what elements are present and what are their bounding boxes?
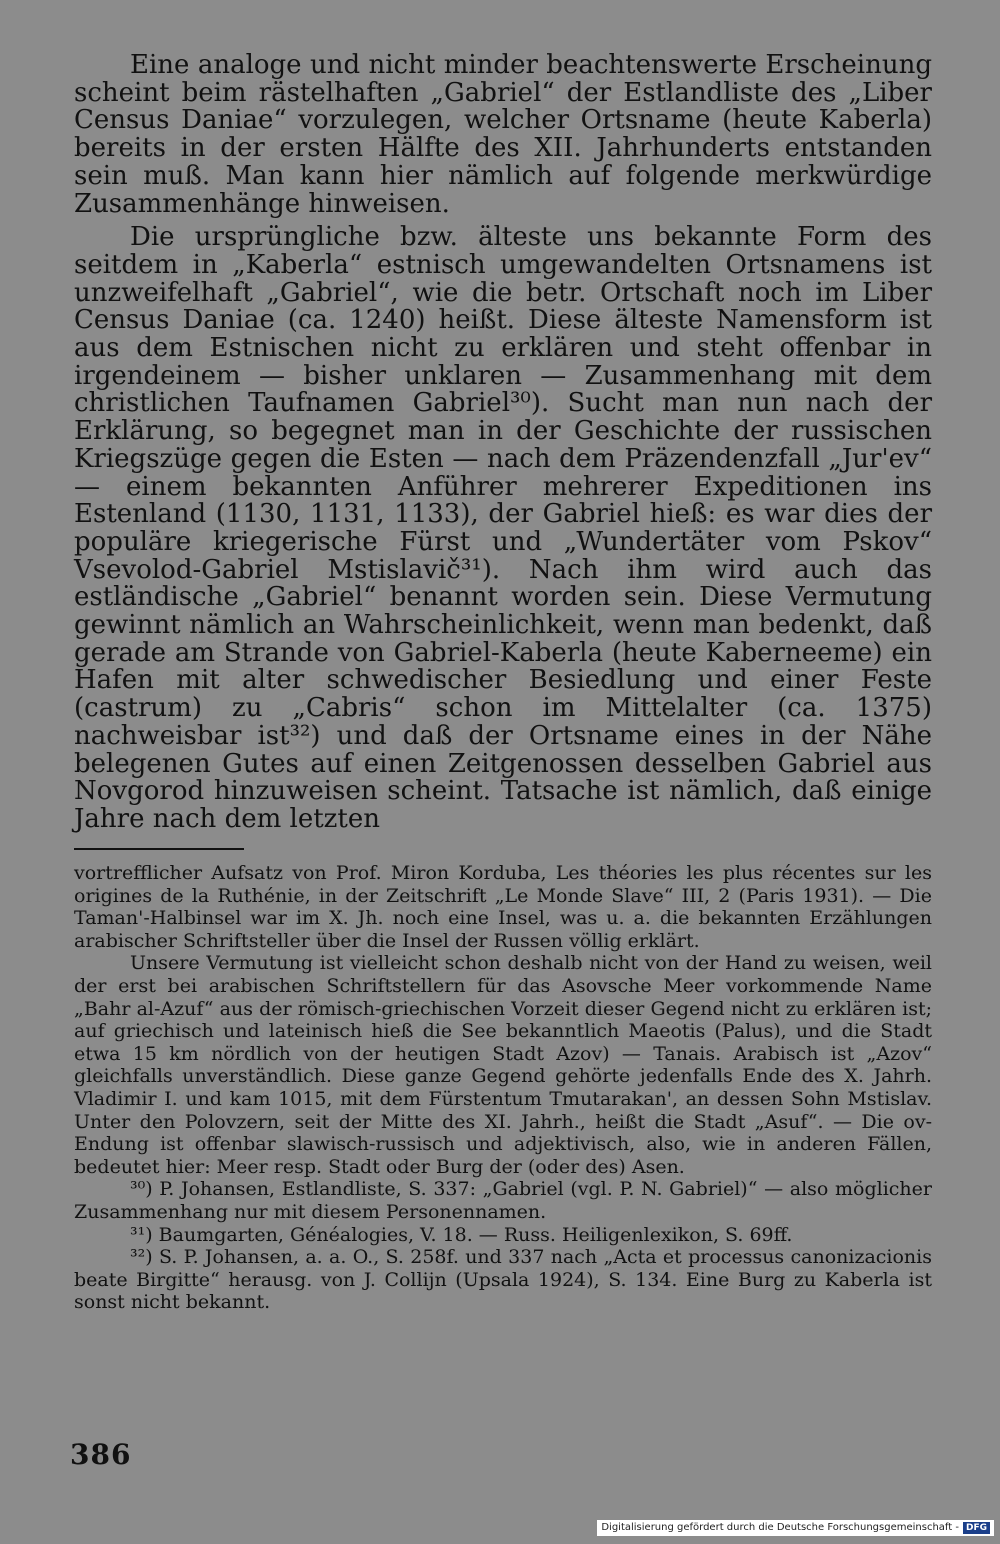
body-paragraph-1: Eine analoge und nicht minder beachtenswerte Erscheinung scheint beim rästelhaften „Gabriel“ der Estlandliste des „Liber Census Daniae“ vorzulegen, welcher Ortsname (heute Kaberla) bereits in der ersten Hälfte des XII. Jahrhunderts entstanden sein muß. Man kann hier nämlich auf folgende merkwürdige Zusammenhänge hinweisen. <box>74 50 932 219</box>
footnote-continuation-1: vortrefflicher Aufsatz von Prof. Miron Korduba, Les théories les plus récentes sur les origines de la Ruthénie, in der Zeitschrift „Le Monde Slave“ III, 2 (Paris 1931). — Die Taman'-Halbinsel war im X. Jh. noch eine Insel, was u. a. die bekannten Erzählungen arabischer Schriftsteller über die Insel der Russen völlig erklärt. <box>74 862 932 952</box>
footnote-continuation-2: Unsere Vermutung ist vielleicht schon deshalb nicht von der Hand zu weisen, weil der erst bei arabischen Schriftstellern für das Asovsche Meer vorkommende Name „Bahr al-Azuf“ aus der römisch-griechischen Vorzeit dieser Gegend nicht zu erklären ist; auf griechisch und lateinisch hieß die See bekanntlich Maeotis (Palus), und die Stadt etwa 15 km nördlich von der heutigen Stadt Azov) — Tanais. Arabisch ist „Azov“ gleichfalls unverständlich. Diese ganze Gegend gehörte jedenfalls Ende des X. Jahrh. Vladimir I. und kam 1015, mit dem Fürstentum Tmutarakan', an dessen Sohn Mstislav. Unter den Polovzern, seit der Mitte des XI. Jahrh., heißt die Stadt „Asuf“. — Die ov-Endung ist offenbar slawisch-russisch und adjektivisch, also, wie in anderen Fällen, bedeutet hier: Meer resp. Stadt oder Burg der (oder des) Asen. <box>74 952 932 1178</box>
footnote-31: ³¹) Baumgarten, Généalogies, V. 18. — Russ. Heiligenlexikon, S. 69ff. <box>130 1223 793 1246</box>
body-paragraph-2: Die ursprüngliche bzw. älteste uns bekannte Form des seitdem in „Kaberla“ estnisch umgewandelten Ortsnamens ist unzweifelhaft „Gabriel“, wie die betr. Ortschaft noch im Liber Census Daniae (ca. 1240) heißt. Diese älteste Namensform ist aus dem Estnischen nicht zu erklären und steht offenbar in irgendeinem — bisher unklaren — Zusammenhang mit dem christlichen Taufnamen Gabriel³⁰). Sucht man nun nach der Erklärung, so begegnet man in der Geschichte der russischen Kriegszüge gegen die Esten — nach dem Präzendenzfall „Jur'ev“ — einem bekannten Anführer mehrerer Expeditionen ins Estenland (1130, 1131, 1133), der Gabriel hieß: es war dies der populäre kriegerische Fürst und „Wundertäter vom Pskov“ Vsevolod-Gabriel Mstislavič³¹). Nach ihm wird auch das estländische „Gabriel“ benannt worden sein. Diese Vermutung gewinnt nämlich an Wahrscheinlichkeit, wenn man bedenkt, daß gerade am Strande von Gabriel-Kaberla (heute Kaberneeme) ein Hafen mit alter schwedischer Besiedlung und einer Feste (castrum) zu „Cabris“ schon im Mittelalter (ca. 1375) nachweisbar ist³²) und daß der Ortsname eines in der Nähe belegenen Gutes auf einen Zeitgenossen desselben Gabriel aus Novgorod hinzuweisen scheint. Tatsache ist nämlich, daß einige Jahre nach dem letzten <box>74 222 932 834</box>
footnotes <box>74 862 932 1314</box>
credit-text: Digitalisierung gefördert durch die Deutsche Forschungsgemeinschaft - <box>601 1522 959 1533</box>
dfg-logo: DFG <box>963 1522 990 1534</box>
footnote-30: ³⁰) P. Johansen, Estlandliste, S. 337: „Gabriel (vgl. P. N. Gabriel)“ — also möglicher Zusammenhang nur mit diesem Personennamen. <box>74 1178 932 1223</box>
page-number: 386 <box>70 1438 132 1471</box>
footnote-separator <box>74 848 244 850</box>
main-text <box>74 52 932 840</box>
footnote-32: ³²) S. P. Johansen, a. a. O., S. 258f. und 337 nach „Acta et processus canonizacionis beate Birgitte“ herausg. von J. Collijn (Upsala 1924), S. 134. Eine Burg zu Kaberla ist sonst nicht bekannt. <box>74 1246 932 1314</box>
digitization-credit <box>597 1520 994 1536</box>
